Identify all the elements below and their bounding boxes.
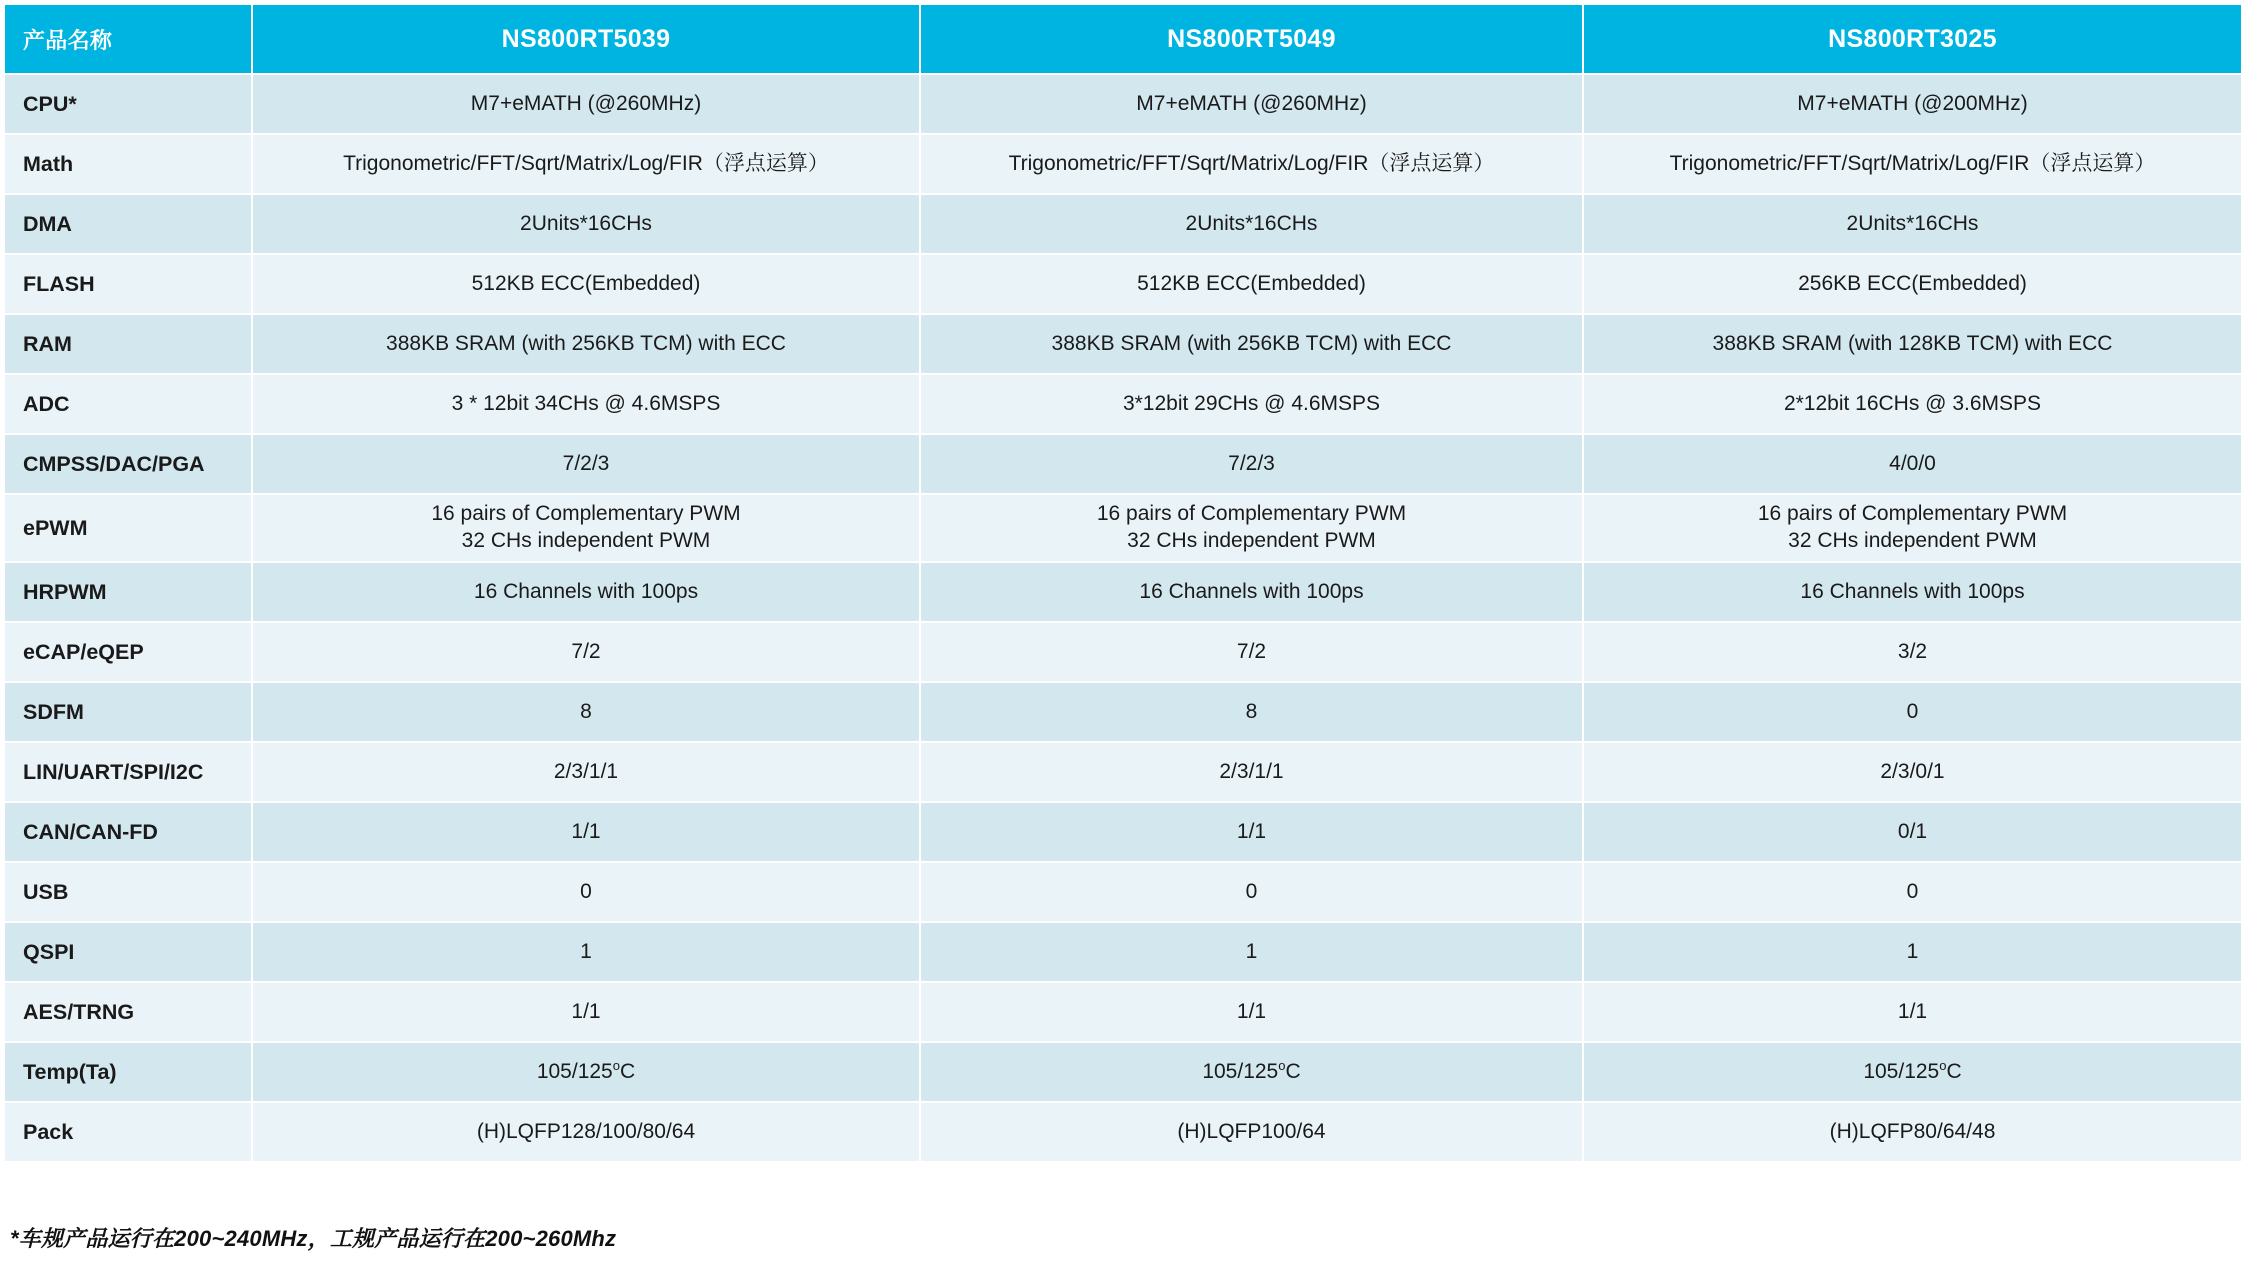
table-row: [4, 682, 2242, 742]
row-label-ram: RAM: [4, 314, 252, 374]
cell-qspi-model-1: 1: [252, 922, 920, 982]
footnote-text: *车规产品运行在200~240MHz，工规产品运行在200~260Mhz: [10, 1226, 617, 1251]
table-row: [4, 254, 2242, 314]
table-body: [4, 74, 2242, 1162]
cell-ram-model-2: 388KB SRAM (with 256KB TCM) with ECC: [920, 314, 1583, 374]
table-row: [4, 494, 2242, 562]
table-row: [4, 562, 2242, 622]
cell-epwm-model-2-line1: 16 pairs of Complementary PWM: [1096, 502, 1407, 526]
cell-qspi-model-2: 1: [920, 922, 1583, 982]
cell-can-model-2: 1/1: [920, 802, 1583, 862]
cell-hrpwm-model-1: 16 Channels with 100ps: [252, 562, 920, 622]
cell-sdfm-model-3: 0: [1583, 682, 2242, 742]
table-row: [4, 74, 2242, 134]
cell-aes-model-3: 1/1: [1583, 982, 2242, 1042]
table-row: [4, 982, 2242, 1042]
row-label-math: Math: [4, 134, 252, 194]
table-row: [4, 194, 2242, 254]
cell-sdfm-model-2: 8: [920, 682, 1583, 742]
cell-epwm-model-3-line1: 16 pairs of Complementary PWM: [1757, 502, 2068, 526]
degree-symbol: o: [612, 1057, 620, 1073]
cell-epwm-model-1: [252, 494, 920, 562]
cell-lin-model-1: 2/3/1/1: [252, 742, 920, 802]
cell-dma-model-1: 2Units*16CHs: [252, 194, 920, 254]
cell-temp-model-2: [920, 1042, 1583, 1102]
cell-cpu-model-1: M7+eMATH (@260MHz): [252, 74, 920, 134]
cell-pack-model-3: (H)LQFP80/64/48: [1583, 1102, 2242, 1162]
table-row: [4, 862, 2242, 922]
product-spec-table: [3, 3, 2242, 1163]
table-row: [4, 1042, 2242, 1102]
cell-epwm-model-2: [920, 494, 1583, 562]
cell-ecap-model-2: 7/2: [920, 622, 1583, 682]
cell-aes-model-2: 1/1: [920, 982, 1583, 1042]
cell-cmpss-model-3: 4/0/0: [1583, 434, 2242, 494]
cell-usb-model-2: 0: [920, 862, 1583, 922]
table-header: [4, 4, 2242, 74]
row-label-temp: Temp(Ta): [4, 1042, 252, 1102]
cell-epwm-model-3-line2: 32 CHs independent PWM: [1788, 529, 2037, 552]
table-row: [4, 802, 2242, 862]
cell-lin-model-2: 2/3/1/1: [920, 742, 1583, 802]
spec-comparison-page: [0, 3, 2242, 1267]
cell-math-model-2: Trigonometric/FFT/Sqrt/Matrix/Log/FIR（浮点运算）: [920, 134, 1583, 194]
cell-ram-model-1: 388KB SRAM (with 256KB TCM) with ECC: [252, 314, 920, 374]
row-label-can-canfd: CAN/CAN-FD: [4, 802, 252, 862]
row-label-ecap-eqep: eCAP/eQEP: [4, 622, 252, 682]
cell-epwm-model-1-line2: 32 CHs independent PWM: [461, 529, 711, 552]
cell-lin-model-3: 2/3/0/1: [1583, 742, 2242, 802]
cell-cpu-model-2: M7+eMATH (@260MHz): [920, 74, 1583, 134]
cell-flash-model-3: 256KB ECC(Embedded): [1583, 254, 2242, 314]
cell-temp-model-3: [1583, 1042, 2242, 1102]
row-label-dma: DMA: [4, 194, 252, 254]
row-label-sdfm: SDFM: [4, 682, 252, 742]
cell-pack-model-2: (H)LQFP100/64: [920, 1102, 1583, 1162]
cell-can-model-1: 1/1: [252, 802, 920, 862]
row-label-lin-uart-spi-i2c: LIN/UART/SPI/I2C: [4, 742, 252, 802]
cell-ecap-model-3: 3/2: [1583, 622, 2242, 682]
row-label-hrpwm: HRPWM: [4, 562, 252, 622]
row-label-cmpss-dac-pga: CMPSS/DAC/PGA: [4, 434, 252, 494]
table-row: [4, 374, 2242, 434]
cell-adc-model-1: 3 * 12bit 34CHs @ 4.6MSPS: [252, 374, 920, 434]
row-label-usb: USB: [4, 862, 252, 922]
cell-adc-model-2: 3*12bit 29CHs @ 4.6MSPS: [920, 374, 1583, 434]
cell-temp-model-3-value: 105/125: [1863, 1059, 1940, 1083]
degree-symbol: o: [1278, 1057, 1286, 1073]
cell-flash-model-2: 512KB ECC(Embedded): [920, 254, 1583, 314]
cell-flash-model-1: 512KB ECC(Embedded): [252, 254, 920, 314]
cell-qspi-model-3: 1: [1583, 922, 2242, 982]
header-row: [4, 4, 2242, 74]
cell-pack-model-1: (H)LQFP128/100/80/64: [252, 1102, 920, 1162]
cell-epwm-model-1-line1: 16 pairs of Complementary PWM: [431, 502, 741, 526]
cell-can-model-3: 0/1: [1583, 802, 2242, 862]
column-header-model-3: NS800RT3025: [1583, 4, 2242, 74]
table-row: [4, 742, 2242, 802]
cell-hrpwm-model-2: 16 Channels with 100ps: [920, 562, 1583, 622]
cell-usb-model-3: 0: [1583, 862, 2242, 922]
column-header-model-1: NS800RT5039: [252, 4, 920, 74]
cell-temp-model-2-value: 105/125: [1202, 1059, 1279, 1083]
cell-math-model-3: Trigonometric/FFT/Sqrt/Matrix/Log/FIR（浮点运算）: [1583, 134, 2242, 194]
table-row: [4, 1102, 2242, 1162]
cell-temp-model-1-unit: C: [620, 1059, 636, 1083]
cell-hrpwm-model-3: 16 Channels with 100ps: [1583, 562, 2242, 622]
cell-temp-model-2-unit: C: [1285, 1059, 1301, 1083]
table-row: [4, 134, 2242, 194]
cell-epwm-model-2-line2: 32 CHs independent PWM: [1127, 529, 1376, 552]
row-label-adc: ADC: [4, 374, 252, 434]
row-label-qspi: QSPI: [4, 922, 252, 982]
row-label-flash: FLASH: [4, 254, 252, 314]
table-row: [4, 622, 2242, 682]
table-row: [4, 314, 2242, 374]
cell-epwm-model-3: [1583, 494, 2242, 562]
cell-temp-model-3-unit: C: [1946, 1059, 1962, 1083]
table-row: [4, 922, 2242, 982]
cell-temp-model-1-value: 105/125: [536, 1059, 613, 1083]
column-header-model-2: NS800RT5049: [920, 4, 1583, 74]
cell-ecap-model-1: 7/2: [252, 622, 920, 682]
column-header-product-name: 产品名称: [4, 4, 252, 74]
cell-usb-model-1: 0: [252, 862, 920, 922]
cell-sdfm-model-1: 8: [252, 682, 920, 742]
cell-cmpss-model-2: 7/2/3: [920, 434, 1583, 494]
cell-temp-model-1: [252, 1042, 920, 1102]
table-row: [4, 434, 2242, 494]
cell-ram-model-3: 388KB SRAM (with 128KB TCM) with ECC: [1583, 314, 2242, 374]
cell-dma-model-3: 2Units*16CHs: [1583, 194, 2242, 254]
row-label-aes-trng: AES/TRNG: [4, 982, 252, 1042]
degree-symbol: o: [1939, 1057, 1947, 1073]
row-label-epwm: ePWM: [4, 494, 252, 562]
row-label-pack: Pack: [4, 1102, 252, 1162]
cell-aes-model-1: 1/1: [252, 982, 920, 1042]
cell-adc-model-3: 2*12bit 16CHs @ 3.6MSPS: [1583, 374, 2242, 434]
cell-cpu-model-3: M7+eMATH (@200MHz): [1583, 74, 2242, 134]
row-label-cpu: CPU*: [4, 74, 252, 134]
cell-cmpss-model-1: 7/2/3: [252, 434, 920, 494]
cell-math-model-1: Trigonometric/FFT/Sqrt/Matrix/Log/FIR（浮点运算）: [252, 134, 920, 194]
cell-dma-model-2: 2Units*16CHs: [920, 194, 1583, 254]
